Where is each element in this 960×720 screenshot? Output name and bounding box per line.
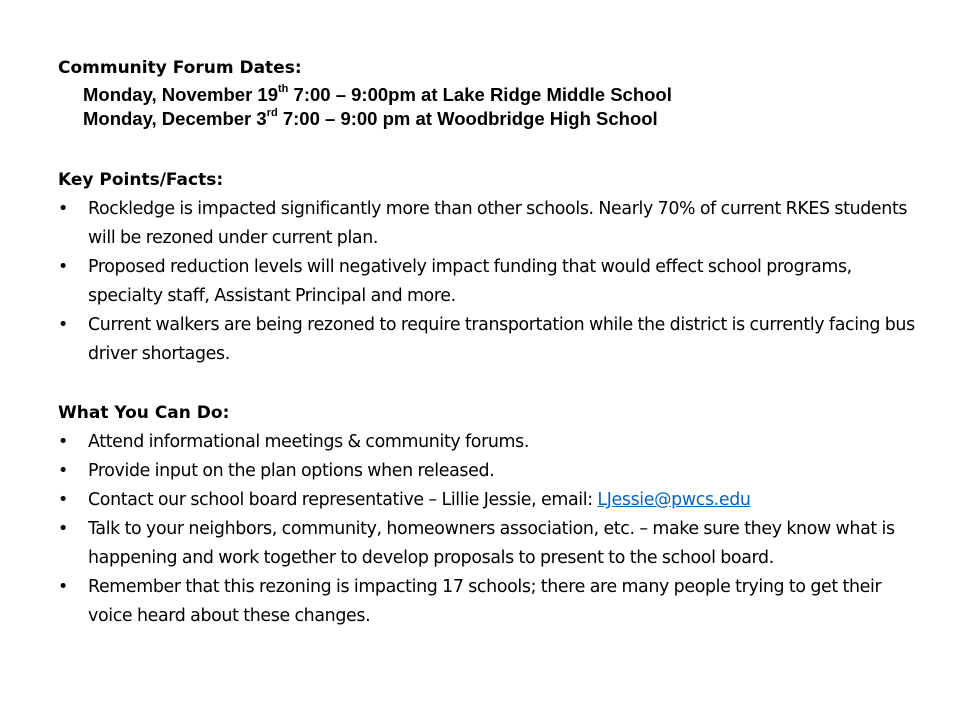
forum-dates-heading: Community Forum Dates: (58, 58, 302, 78)
bullet-icon: • (58, 432, 68, 452)
forum-date-item (83, 107, 918, 131)
bullet-icon: • (58, 257, 68, 277)
action-text: Provide input on the plan options when released. (88, 461, 495, 481)
bullet-icon: • (58, 199, 68, 219)
forum-date-ordinal: th (278, 82, 289, 95)
forum-date-day: Monday, November 19 (83, 84, 278, 105)
slide-content (58, 54, 918, 631)
forum-date-item (83, 83, 918, 107)
key-point-text: Current walkers are being rezoned to require transportation while the district is currently facing bus driver shortages. (88, 315, 915, 364)
action-text: Remember that this rezoning is impacting 17 schools; there are many people trying to get their voice heard about these changes. (88, 577, 882, 626)
forum-dates-list (83, 83, 918, 131)
spacer (58, 369, 918, 399)
email-link[interactable]: LJessie@pwcs.edu (597, 490, 751, 510)
key-points-heading: Key Points/Facts: (58, 170, 224, 190)
action-text: Attend informational meetings & community forums. (88, 432, 530, 452)
key-points-list (58, 195, 918, 369)
spacer (58, 131, 918, 166)
key-point-item (58, 253, 918, 311)
action-item (58, 457, 918, 486)
bullet-icon: • (58, 577, 68, 597)
forum-date-day: Monday, December 3 (83, 108, 267, 129)
action-item (58, 428, 918, 457)
forum-date-ordinal: rd (266, 106, 278, 119)
bullet-icon: • (58, 519, 68, 539)
action-item (58, 486, 918, 515)
action-item (58, 515, 918, 573)
bullet-icon: • (58, 490, 68, 510)
action-text: Talk to your neighbors, community, homeowners association, etc. – make sure they know what is happening and work together to develop proposals to present to the school board. (88, 519, 895, 568)
forum-date-details: 7:00 – 9:00pm at Lake Ridge Middle School (288, 84, 672, 105)
action-text: Contact our school board representative – Lillie Jessie, email: (88, 490, 598, 510)
actions-heading: What You Can Do: (58, 403, 230, 423)
bullet-icon: • (58, 315, 68, 335)
action-item (58, 573, 918, 631)
key-point-text: Rockledge is impacted significantly more than other schools. Nearly 70% of current RKES students will be rezoned under current plan. (88, 199, 908, 248)
bullet-icon: • (58, 461, 68, 481)
key-point-item (58, 195, 918, 253)
key-point-text: Proposed reduction levels will negatively impact funding that would effect school programs, specialty staff, Assistant Principal and more. (88, 257, 852, 306)
actions-list (58, 428, 918, 631)
key-point-item (58, 311, 918, 369)
forum-date-details: 7:00 – 9:00 pm at Woodbridge High School (277, 108, 658, 129)
